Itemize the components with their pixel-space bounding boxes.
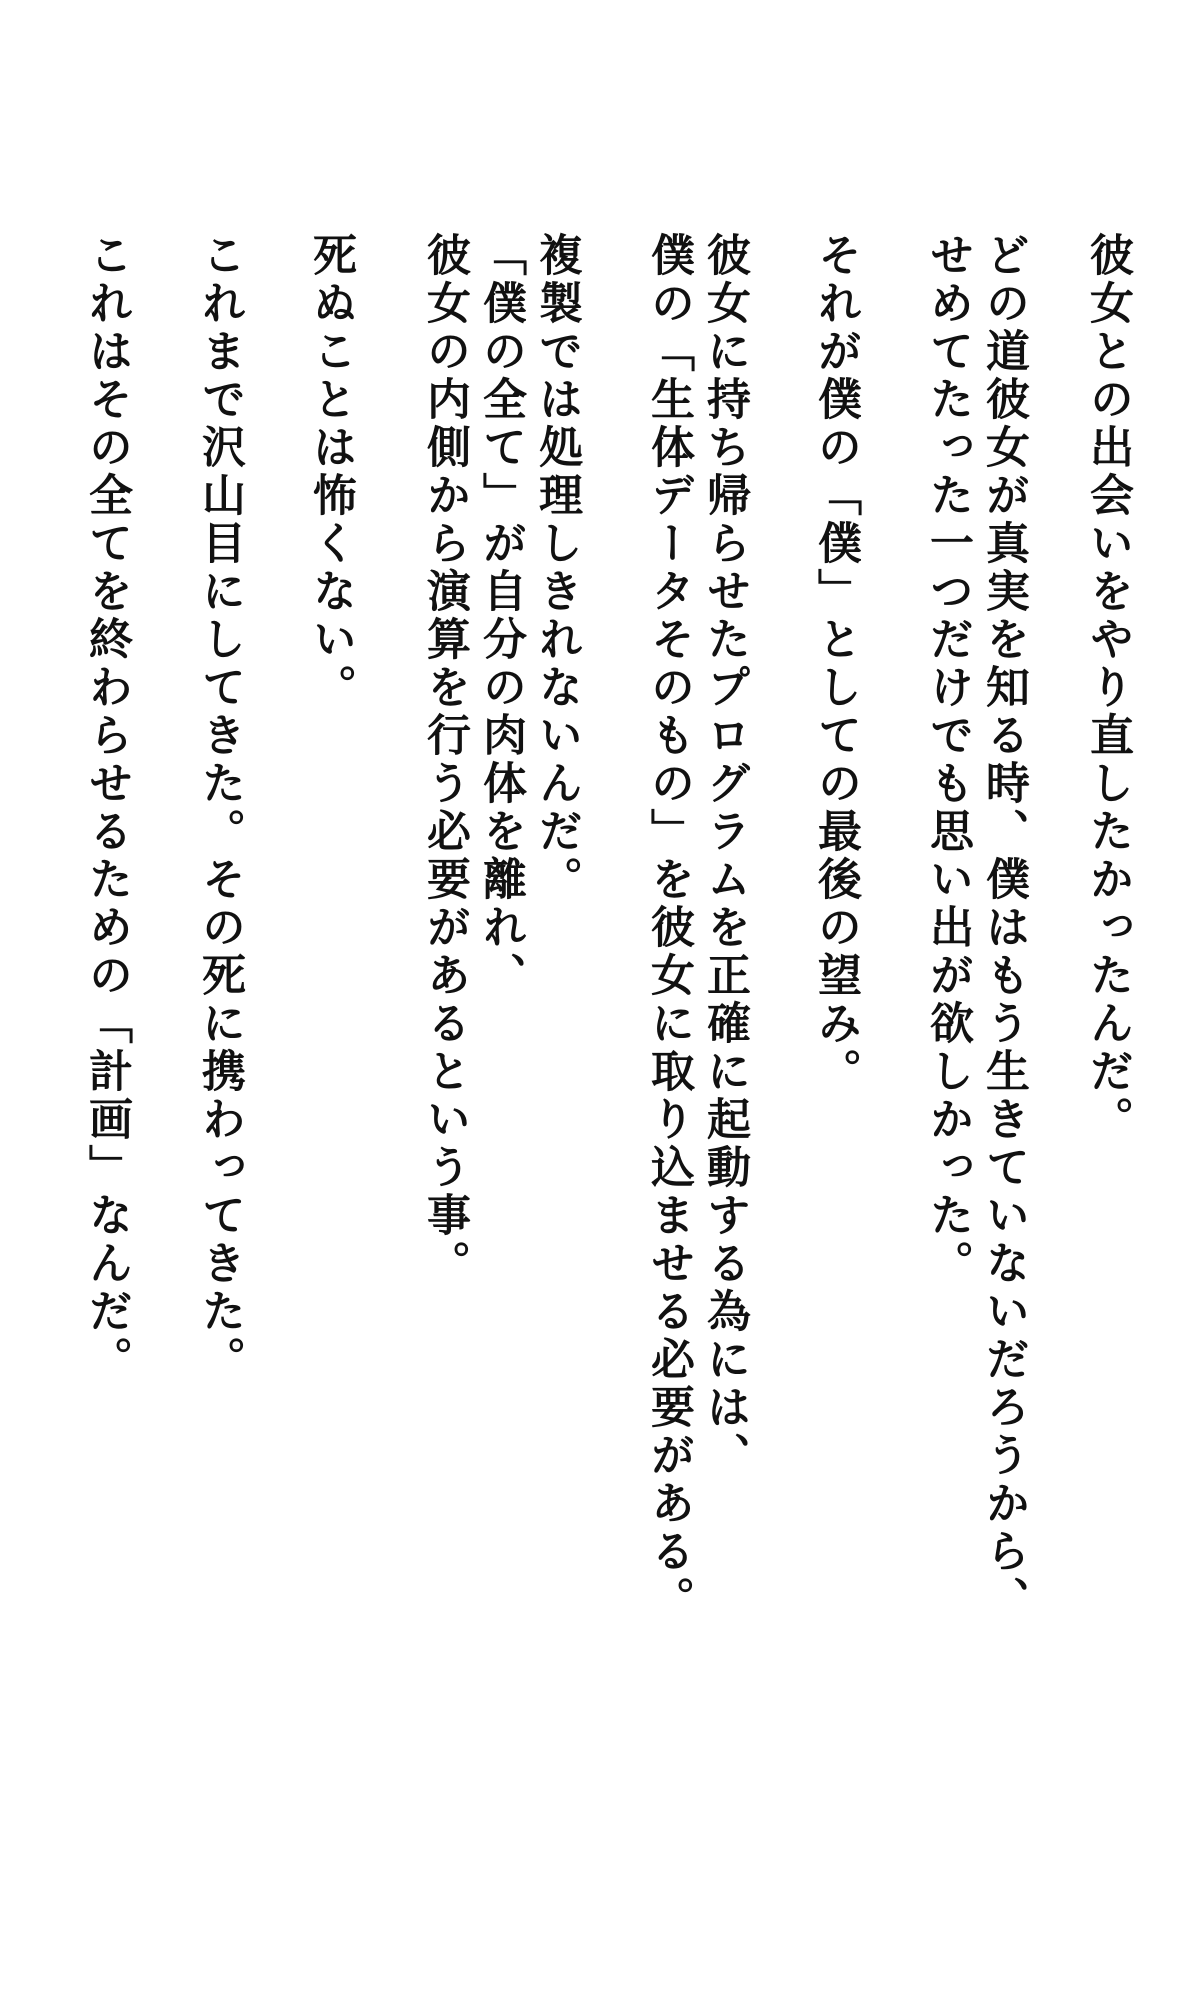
text-line: それが僕の「僕」としての最後の望み。 — [810, 232, 861, 1096]
text-line: 彼女の内側から演算を行う必要があるという事。 — [419, 232, 470, 1288]
text-line: せめてたった一つだけでも思い出が欲しかった。 — [922, 232, 973, 1288]
text-line: 彼女との出会いをやり直したかったんだ。 — [1082, 232, 1133, 1144]
text-line: どの道彼女が真実を知る時、僕はもう生きていないだろうから、 — [978, 232, 1029, 1624]
text-line: 「僕の全て」が自分の肉体を離れ、 — [475, 232, 526, 1000]
text-line: 彼女に持ち帰らせたプログラムを正確に起動する為には、 — [699, 232, 750, 1480]
text-line: これはその全てを終わらせるための「計画」なんだ。 — [81, 232, 132, 1384]
text-line: 僕の「生体データそのもの」を彼女に取り込ませる必要がある。 — [643, 232, 694, 1624]
text-line: 複製では処理しきれないんだ。 — [531, 232, 582, 904]
text-line: 死ぬことは怖くない。 — [305, 232, 356, 712]
text-line: これまで沢山目にしてきた。その死に携わってきた。 — [194, 232, 245, 1384]
